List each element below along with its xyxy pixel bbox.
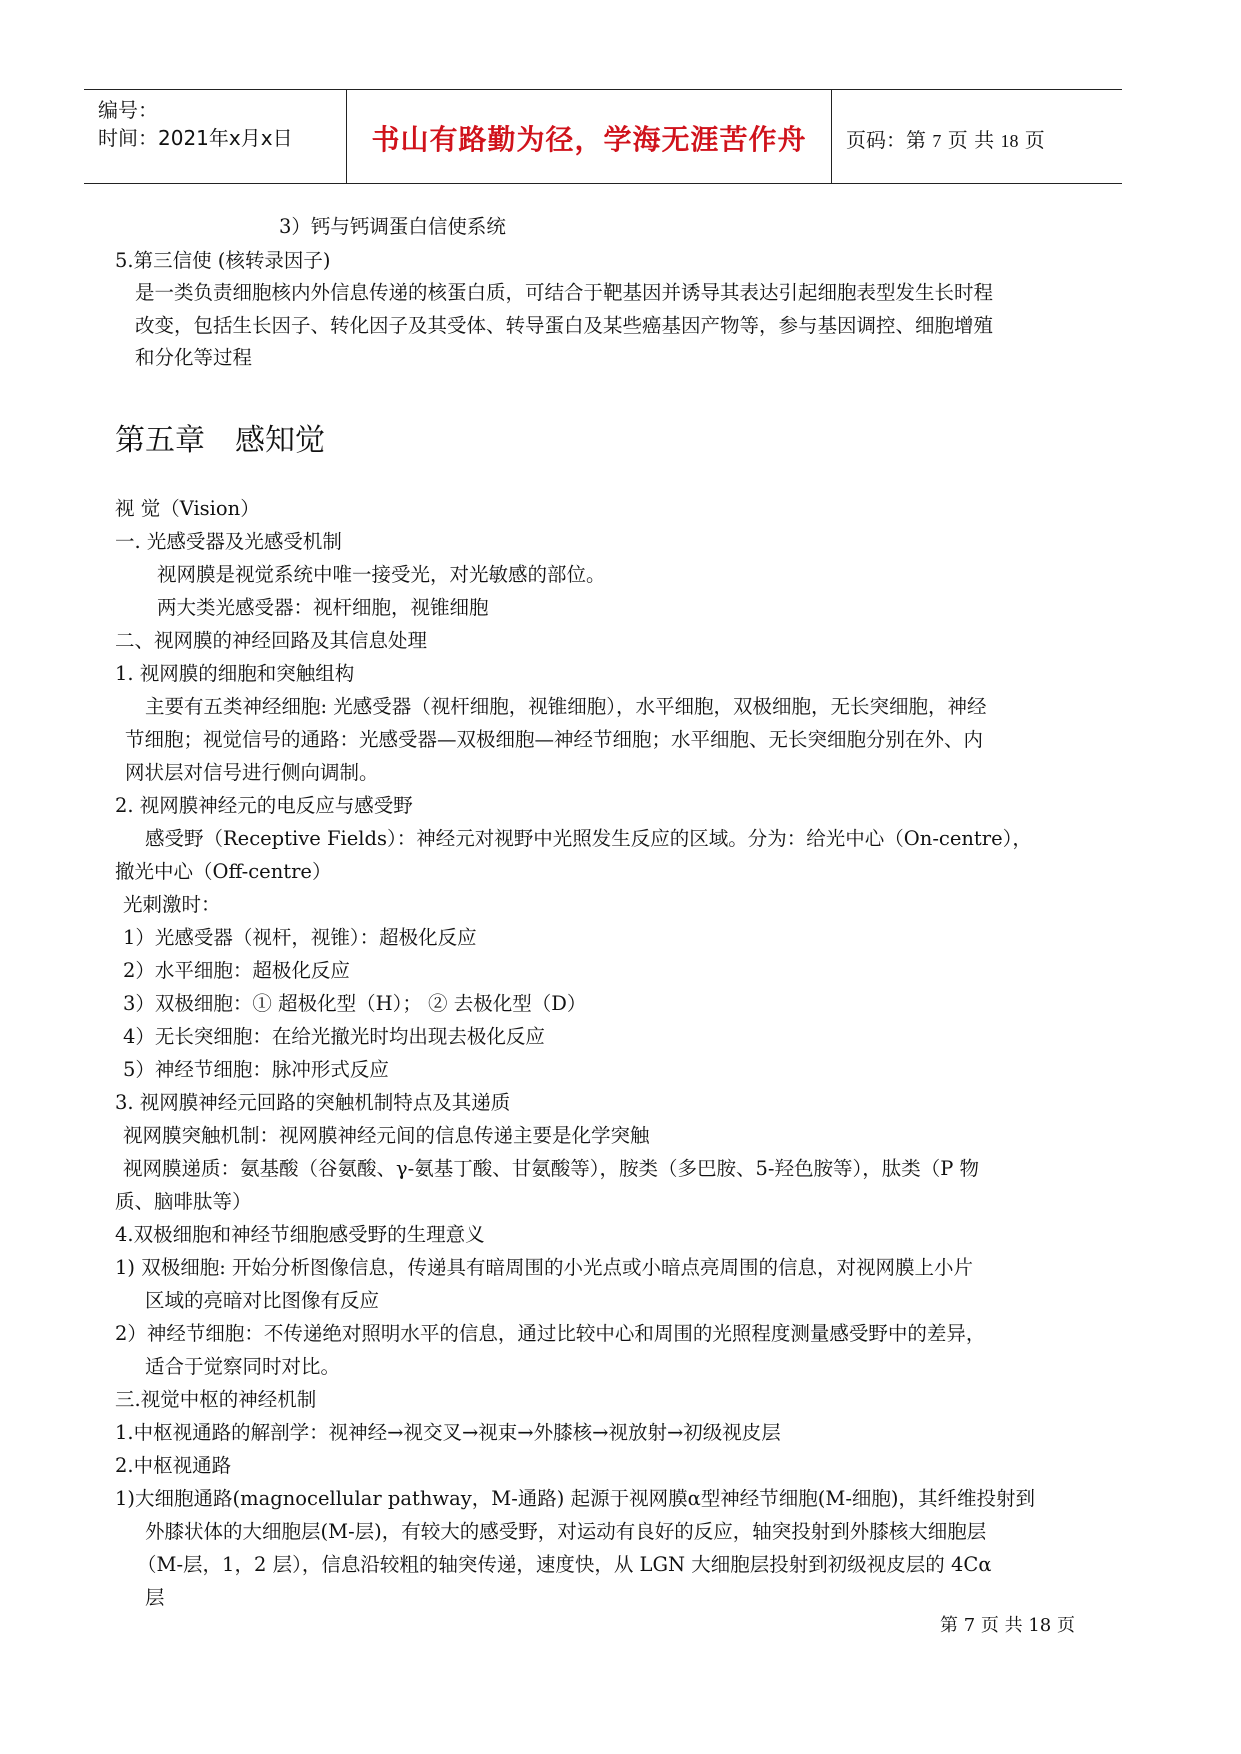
text-line: 视网膜递质：氨基酸（谷氨酸、γ-氨基丁酸、甘氨酸等），胺类（多巴胺、5-羟色胺等），肽类（P 物 [123, 1157, 980, 1180]
header-motto-cell [347, 90, 832, 183]
header-page-cell [832, 90, 1122, 183]
text-line: 区域的亮暗对比图像有反应 [145, 1289, 380, 1312]
section-heading: 三.视觉中枢的神经机制 [115, 1388, 317, 1411]
text-line: 两大类光感受器：视杆细胞，视锥细胞 [157, 596, 489, 619]
text-line: 主要有五类神经细胞: 光感受器（视杆细胞，视锥细胞），水平细胞，双极细胞，无长突细胞，神经 [145, 695, 987, 718]
text-line: 和分化等过程 [135, 346, 253, 369]
list-item: 1) 双极细胞: 开始分析图像信息，传递具有暗周围的小光点或小暗点亮周围的信息，对视网膜上小片 [115, 1256, 973, 1279]
section-heading: 一. 光感受器及光感受机制 [115, 530, 342, 553]
list-item: 5）神经节细胞：脉冲形式反应 [123, 1058, 389, 1081]
text-line: 是一类负责细胞核内外信息传递的核蛋白质，可结合于靶基因并诱导其表达引起细胞表型发生长时程 [135, 281, 994, 304]
chapter-title: 第五章 感知觉 [115, 423, 325, 458]
text-line: 视网膜是视觉系统中唯一接受光，对光敏感的部位。 [157, 563, 606, 586]
text-line: 视网膜突触机制：视网膜神经元间的信息传递主要是化学突触 [123, 1124, 650, 1147]
page-header [84, 89, 1122, 184]
text-line: 3）钙与钙调蛋白信使系统 [279, 215, 506, 238]
section-heading: 5.第三信使 (核转录因子) [115, 249, 331, 272]
section-heading: 3. 视网膜神经元回路的突触机制特点及其递质 [115, 1091, 511, 1114]
list-item: 3）双极细胞：① 超极化型（H）； ② 去极化型（D） [123, 992, 587, 1015]
motto: 书山有路勤为径，学海无涯苦作舟 [371, 123, 807, 156]
header-meta-cell [84, 90, 347, 183]
section-heading: 二、视网膜的神经回路及其信息处理 [115, 629, 428, 652]
list-item: 2）神经节细胞：不传递绝对照明水平的信息，通过比较中心和周围的光照程度测量感受野中的差异， [115, 1322, 986, 1345]
page-indicator [846, 124, 1045, 153]
text-line: 网状层对信号进行侧向调制。 [125, 761, 379, 784]
section-heading: 1. 视网膜的细胞和突触组构 [115, 662, 355, 685]
page-prefix: 页码：第 [846, 128, 926, 152]
text-line: 层 [145, 1586, 165, 1609]
time-label: 时间：2021年x月x日 [98, 126, 293, 150]
page-current: 7 [932, 131, 942, 151]
text-line: 质、脑啡肽等） [115, 1190, 252, 1213]
text-line: 撤光中心（Off-centre） [115, 860, 332, 883]
list-item: 1）光感受器（视杆，视锥）：超极化反应 [123, 926, 477, 949]
section-heading: 视 觉（Vision） [115, 497, 260, 520]
text-line: 1.中枢视通路的解剖学：视神经→视交叉→视束→外膝核→视放射→初级视皮层 [115, 1421, 781, 1444]
list-item: 4）无长突细胞：在给光撤光时均出现去极化反应 [123, 1025, 545, 1048]
page-footer: 第 7 页 共 18 页 [940, 1615, 1075, 1636]
text-line: （M-层，1，2 层），信息沿较粗的轴突传递，速度快，从 LGN 大细胞层投射到初级视皮层的 4Cα [137, 1553, 992, 1576]
list-item: 2）水平细胞：超极化反应 [123, 959, 350, 982]
text-line: 光刺激时： [123, 893, 221, 916]
text-line: 适合于觉察同时对比。 [145, 1355, 341, 1378]
section-heading: 4.双极细胞和神经节细胞感受野的生理意义 [115, 1223, 485, 1246]
number-label: 编号： [98, 98, 158, 122]
page-total: 18 [1000, 131, 1019, 151]
text-line: 外膝状体的大细胞层(M-层)，有较大的感受野，对运动有良好的反应，轴突投射到外膝核大细胞层 [145, 1520, 987, 1543]
text-line: 节细胞；视觉信号的通路：光感受器—双极细胞—神经节细胞；水平细胞、无长突细胞分别在外、内 [125, 728, 984, 751]
list-item: 1)大细胞通路(magnocellular pathway，M-通路) 起源于视网膜α型神经节细胞(M-细胞)，其纤维投射到 [115, 1487, 1036, 1510]
section-heading: 2.中枢视通路 [115, 1454, 232, 1477]
section-heading: 2. 视网膜神经元的电反应与感受野 [115, 794, 413, 817]
page-mid: 页 共 [947, 128, 995, 152]
page-suffix: 页 [1024, 128, 1045, 152]
text-line: 改变，包括生长因子、转化因子及其受体、转导蛋白及某些癌基因产物等，参与基因调控、细胞增殖 [135, 314, 994, 337]
text-line: 感受野（Receptive Fields）：神经元对视野中光照发生反应的区域。分为：给光中心（On-centre）， [145, 827, 1032, 850]
